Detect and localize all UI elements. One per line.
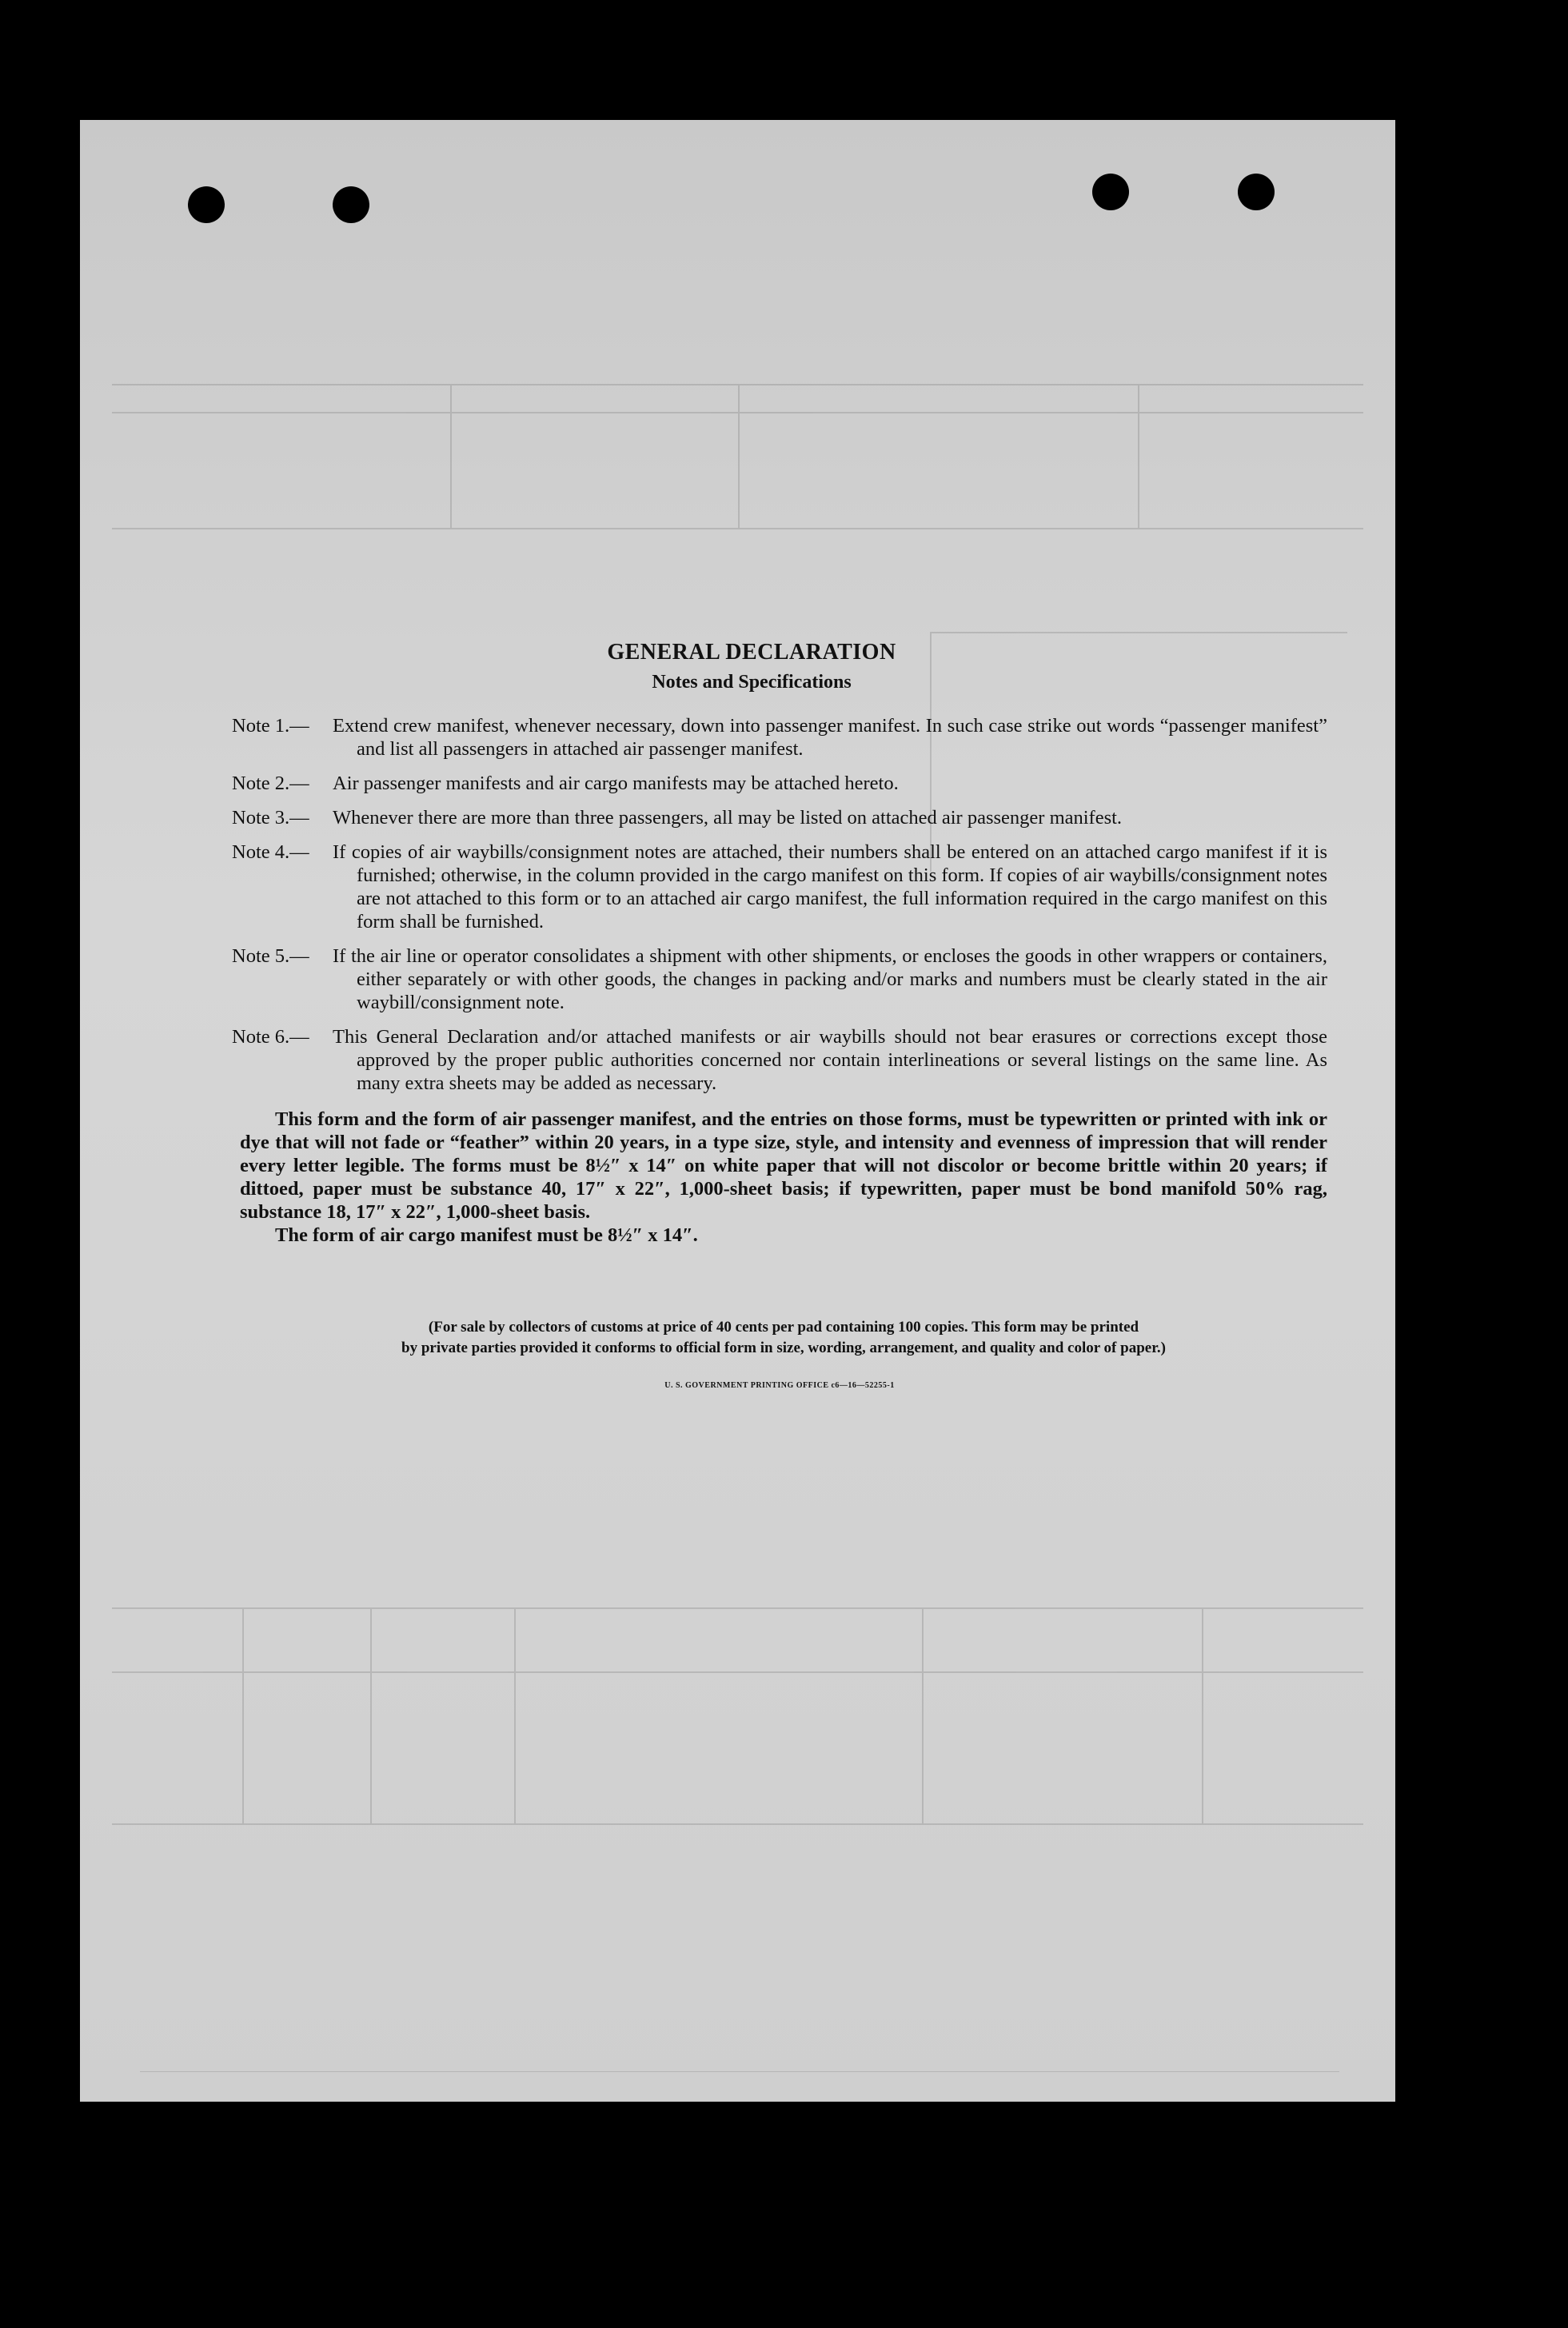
- cargo-manifest-size-note: The form of air cargo manifest must be 8½″ x 14″.: [275, 1224, 698, 1246]
- note-4: [232, 841, 1327, 933]
- note-label: Note 6.—: [232, 1026, 309, 1048]
- note-text: This General Declaration and/or attached manifests or air waybills should not bear erasures or corrections except those approved by the proper public authorities concerned nor contain interlineations or several listings on the same line. As many extra sheets may be added as necessary.: [333, 1026, 1327, 1094]
- note-text: Whenever there are more than three passengers, all may be listed on attached air passenger manifest.: [333, 807, 1123, 829]
- punch-hole: [333, 186, 369, 223]
- notes-and-specifications: [232, 640, 1327, 1390]
- note-label: Note 1.—: [232, 715, 309, 737]
- sale-notice-line-2: by private parties provided it conforms to official form in size, wording, arrangement, and quality and color of paper.): [401, 1340, 1166, 1356]
- note-label: Note 5.—: [232, 945, 309, 967]
- note-3: [232, 806, 1327, 829]
- note-label: Note 2.—: [232, 773, 309, 794]
- document-page: [80, 120, 1395, 2102]
- note-5: [232, 944, 1327, 1014]
- printer-imprint: U. S. GOVERNMENT PRINTING OFFICE c6—16—52255-1: [664, 1381, 895, 1390]
- note-text: If copies of air waybills/consignment notes are attached, their numbers shall be entered on an attached cargo manifest if it is furnished; otherwise, in the column provided in the cargo manifest on this form. If copies of air waybills/consignment notes are not attached to this form or to an attached air cargo manifest, the full information required in the cargo manifest on this form shall be furnished.: [333, 841, 1327, 932]
- form-subtitle: Notes and Specifications: [652, 672, 852, 693]
- punch-hole: [1092, 174, 1129, 210]
- note-text: Air passenger manifests and air cargo manifests may be attached hereto.: [333, 773, 899, 794]
- note-2: [232, 772, 1327, 795]
- note-label: Note 4.—: [232, 841, 309, 863]
- note-text: If the air line or operator consolidates a shipment with other shipments, or encloses the goods in other wrappers or containers, either separately or with other goods, the changes in packing and/or marks and numbers must be clearly stated in the air waybill/consignment note.: [333, 945, 1327, 1013]
- format-requirements-paragraph: This form and the form of air passenger manifest, and the entries on those forms, must be typewritten or printed with ink or dye that will not fade or “feather” within 20 years, in a type size, style, and intensity and evenness of impression that will render every letter legible. The forms must be 8½″ x 14″ on white paper that will not discolor or become brittle within 20 years; if dittoed, paper must be substance 40, 17″ x 22″, 1,000-sheet basis; if typewritten, paper must be bond manifold 50% rag, substance 18, 17″ x 22″, 1,000-sheet basis.: [240, 1108, 1327, 1223]
- note-label: Note 3.—: [232, 807, 309, 829]
- notes-list: [232, 714, 1327, 1095]
- note-text: Extend crew manifest, whenever necessary, down into passenger manifest. In such case strike out words “passenger manifest” and list all passengers in attached air passenger manifest.: [333, 715, 1327, 760]
- form-title: GENERAL DECLARATION: [607, 640, 896, 665]
- sale-notice: [240, 1317, 1327, 1359]
- sale-notice-line-1: (For sale by collectors of customs at price of 40 cents per pad containing 100 copies. This form may be printed: [428, 1319, 1139, 1336]
- punch-hole: [1238, 174, 1275, 210]
- note-6: [232, 1025, 1327, 1095]
- punch-hole: [188, 186, 225, 223]
- note-1: [232, 714, 1327, 761]
